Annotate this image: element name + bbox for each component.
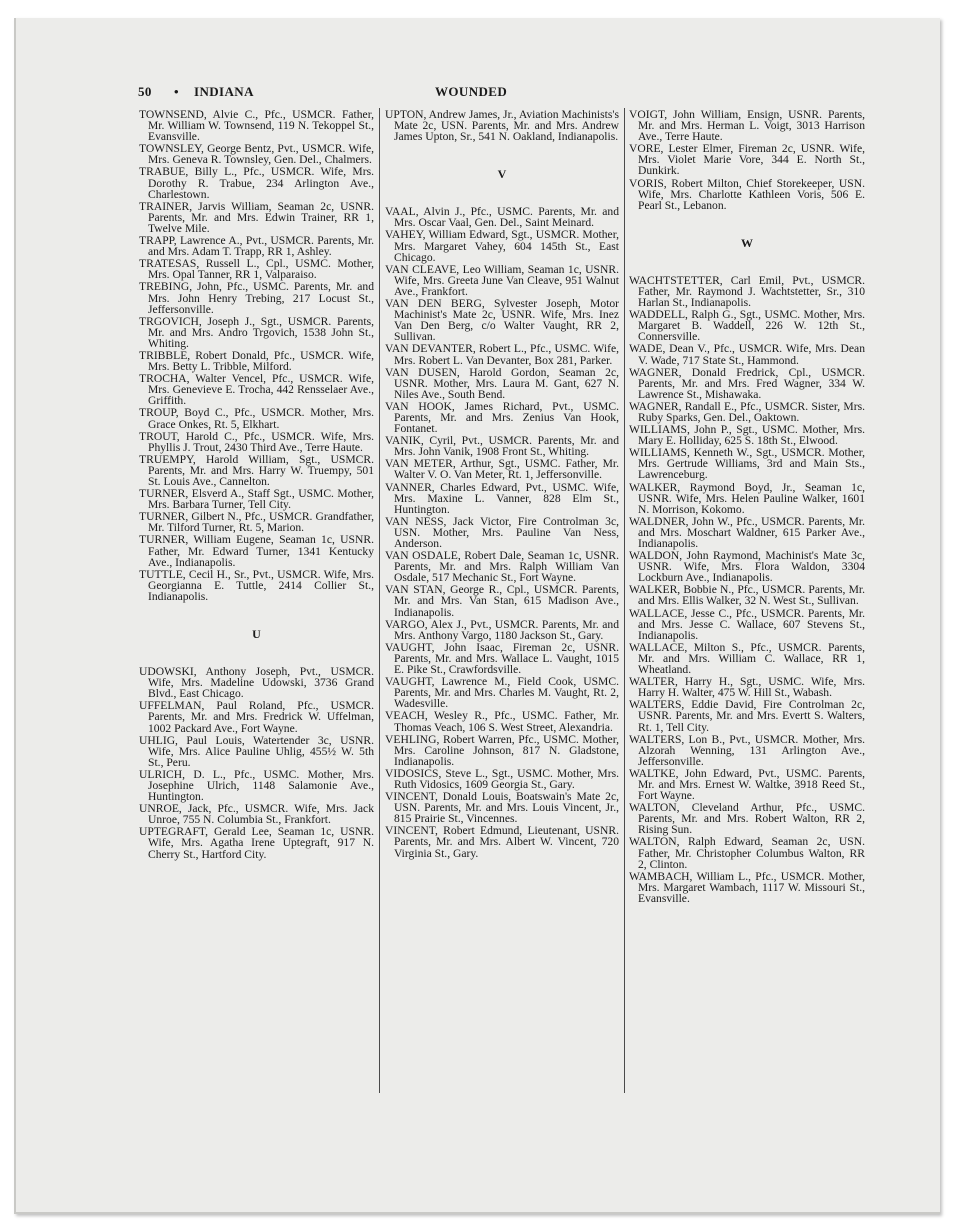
- casualty-entry: TURNER, Elsverd A., Staff Sgt., USMC. Mother, Mrs. Barbara Turner, Tell City.: [139, 487, 374, 512]
- casualty-entry: VAUGHT, Lawrence M., Field Cook, USMC. Parents, Mr. and Mrs. Charles M. Vaught, Rt. 2, Wadesville.: [385, 675, 619, 711]
- casualty-entry: VAN METER, Arthur, Sgt., USMC. Father, Mr. Walter V. O. Van Meter, Rt. 1, Jeffersonville.: [385, 457, 619, 482]
- casualty-entry: WALKER, Bobbie N., Pfc., USMCR. Parents, Mr. and Mrs. Ellis Walker, 32 N. West St., Sullivan.: [629, 583, 865, 608]
- column-rule: [624, 108, 625, 1093]
- header-bullet: •: [174, 84, 179, 99]
- casualty-entry: VORE, Lester Elmer, Fireman 2c, USNR. Wife, Mrs. Violet Marie Vore, 344 E. North St., Dunkirk.: [629, 142, 865, 178]
- casualty-entry: WACHTSTETTER, Carl Emil, Pvt., USMCR. Father, Mr. Raymond J. Wachtstetter, Sr., 310 Harlan St., Indianapolis.: [629, 273, 865, 310]
- casualty-entry: VEACH, Wesley R., Pfc., USMC. Father, Mr. Thomas Veach, 106 S. West Street, Alexandria.: [385, 709, 619, 734]
- section-title: WOUNDED: [435, 84, 508, 99]
- casualty-entry: TURNER, William Eugene, Seaman 1c, USNR. Father, Mr. Edward Turner, 1341 Kentucky Ave., Indianapolis.: [139, 533, 374, 569]
- casualty-entry: TROUT, Harold C., Pfc., USMCR. Wife, Mrs. Phyllis J. Trout, 2430 Third Ave., Terre Haute.: [139, 429, 374, 454]
- casualty-entry: WALTERS, Eddie David, Fire Controlman 2c, USNR. Parents, Mr. and Mrs. Evertt S. Walters, Rt. 1, Tell City.: [629, 698, 865, 734]
- casualty-entry: WALLACE, Milton S., Pfc., USMCR. Parents, Mr. and Mrs. William C. Wallace, RR 1, Wheatland.: [629, 640, 865, 677]
- section-letter: V: [497, 167, 507, 182]
- casualty-entry: WALTON, Cleveland Arthur, Pfc., USMC. Parents, Mr. and Mrs. Robert Walton, RR 2, Rising Sun.: [629, 801, 865, 837]
- casualty-entry: VARGO, Alex J., Pvt., USMCR. Parents, Mr. and Mrs. Anthony Vargo, 1180 Jackson St., Gary.: [385, 617, 619, 642]
- casualty-entry: WAGNER, Randall E., Pfc., USMCR. Sister, Mrs. Ruby Sparks, Gen. Del., Oaktown.: [629, 399, 865, 424]
- casualty-entry: WALTON, Ralph Edward, Seaman 2c, USN. Father, Mr. Christopher Columbus Walton, RR 2, Clinton.: [629, 835, 865, 871]
- casualty-entry: TOWNSEND, Alvie C., Pfc., USMCR. Father, Mr. William W. Townsend, 119 N. Tekoppel St., Evansville.: [139, 108, 374, 144]
- casualty-entry: WALDON, John Raymond, Machinist's Mate 3c, USNR. Wife, Mrs. Flora Waldon, 3304 Lockburn Ave., Indianapolis.: [629, 549, 865, 585]
- casualty-entry: TROUP, Boyd C., Pfc., USMCR. Mother, Mrs. Grace Onkes, Rt. 5, Elkhart.: [139, 406, 374, 431]
- page-number: 50: [138, 84, 152, 99]
- casualty-entry: TRGOVICH, Joseph J., Sgt., USMCR. Parents, Mr. and Mrs. Andro Trgovich, 1538 John St., Whiting.: [139, 314, 374, 350]
- casualty-entry: VAUGHT, John Isaac, Fireman 2c, USNR. Parents, Mr. and Mrs. Wallace L. Vaught, 1015 E. Pike St., Crawfordsville.: [385, 640, 619, 677]
- casualty-entry: VAAL, Alvin J., Pfc., USMC. Parents, Mr. and Mrs. Oscar Vaal, Gen. Del., Saint Meinard.: [385, 205, 619, 230]
- casualty-entry: TRAINER, Jarvis William, Seaman 2c, USNR. Parents, Mr. and Mrs. Edwin Trainer, RR 1, Twelve Mile.: [139, 199, 374, 235]
- casualty-entry: TRIBBLE, Robert Donald, Pfc., USMCR. Wife, Mrs. Betty L. Tribble, Milford.: [139, 348, 374, 374]
- casualty-entry: VINCENT, Robert Edmund, Lieutenant, USNR. Parents, Mr. and Mrs. Albert W. Vincent, 720 Virginia St., Gary.: [385, 824, 619, 860]
- casualty-entry: TROCHA, Walter Vencel, Pfc., USMCR. Wife, Mrs. Genevieve E. Trocha, 442 Rensselaer Ave., Griffith.: [139, 372, 374, 408]
- casualty-entry: UPTEGRAFT, Gerald Lee, Seaman 1c, USNR. Wife, Mrs. Agatha Irene Uptegraft, 917 N. Cherry St., Hartford City.: [139, 825, 374, 861]
- casualty-entry: WALLACE, Jesse C., Pfc., USMCR. Parents, Mr. and Mrs. Jesse C. Wallace, 607 Stevens St., Indianapolis.: [629, 606, 865, 642]
- casualty-entry: VORIS, Robert Milton, Chief Storekeeper, USN. Wife, Mrs. Charlotte Kathleen Voris, 506 E. Pearl St., Lebanon.: [629, 176, 865, 212]
- casualty-entry: VAN DEN BERG, Sylvester Joseph, Motor Machinist's Mate 2c, USNR. Wife, Mrs. Inez Van Den Berg, c/o Walter Vaught, RR 2, Sullivan.: [385, 297, 619, 344]
- casualty-entry: WADDELL, Ralph G., Sgt., USMC. Mother, Mrs. Margaret B. Waddell, 226 W. 12th St., Connersville.: [629, 308, 865, 344]
- casualty-entry: WAGNER, Donald Fredrick, Cpl., USMCR. Parents, Mr. and Mrs. Fred Wagner, 334 W. Lawrence St., Mishawaka.: [629, 365, 865, 401]
- casualty-entry: TRATESAS, Russell L., Cpl., USMC. Mother, Mrs. Opal Tanner, RR 1, Valparaiso.: [139, 257, 374, 282]
- casualty-entry: VIDOSICS, Steve L., Sgt., USMC. Mother, Mrs. Ruth Vidosics, 1609 Georgia St., Gary.: [385, 766, 619, 791]
- casualty-entry: WALTERS, Lon B., Pvt., USMCR. Mother, Mrs. Alzorah Wenning, 131 Arlington Ave., Jeffersonville.: [629, 732, 865, 768]
- casualty-entry: VOIGT, John William, Ensign, USNR. Parents, Mr. and Mrs. Herman L. Voigt, 3013 Harrison Ave., Terre Haute.: [629, 108, 865, 144]
- casualty-entry: TOWNSLEY, George Bentz, Pvt., USMCR. Wife, Mrs. Geneva R. Townsley, Gen. Del., Chalmers.: [139, 142, 374, 167]
- column-2: [385, 109, 619, 860]
- casualty-entry: UPTON, Andrew James, Jr., Aviation Machinists's Mate 2c, USN. Parents, Mr. and Mrs. Andrew James Upton, Sr., 541 N. Oakland, Indianapolis.: [385, 108, 619, 144]
- casualty-entry: VINCENT, Donald Louis, Boatswain's Mate 2c, USN. Parents, Mr. and Mrs. Louis Vincent, Jr., 815 Prairie St., Vincennes.: [385, 790, 619, 826]
- casualty-entry: VANIK, Cyril, Pvt., USMCR. Parents, Mr. and Mrs. John Vanik, 1908 Front St., Whiting.: [385, 434, 619, 459]
- casualty-entry: UHLIG, Paul Louis, Watertender 3c, USNR. Wife, Mrs. Alice Pauline Uhlig, 455½ W. 5th St., Peru.: [139, 733, 374, 769]
- casualty-entry: VAN OSDALE, Robert Dale, Seaman 1c, USNR. Parents, Mr. and Mrs. Ralph William Van Osdale, 517 Mechanic St., Fort Wayne.: [385, 549, 619, 585]
- casualty-entry: WALDNER, John W., Pfc., USMCR. Parents, Mr. and Mrs. Moschart Waldner, 615 Parker Ave., Indianapolis.: [629, 514, 865, 550]
- casualty-entry: VAN HOOK, James Richard, Pvt., USMC. Parents, Mr. and Mrs. Zenius Van Hook, Fontanet.: [385, 399, 619, 436]
- casualty-entry: UDOWSKI, Anthony Joseph, Pvt., USMCR. Wife, Mrs. Madeline Udowski, 3736 Grand Blvd., East Chicago.: [139, 665, 374, 701]
- column-1: [139, 109, 374, 861]
- casualty-entry: VAN STAN, George R., Cpl., USMCR. Parents, Mr. and Mrs. Van Stan, 615 Madison Ave., Indianapolis.: [385, 583, 619, 619]
- casualty-entry: TUTTLE, Cecil H., Sr., Pvt., USMCR. Wife, Mrs. Georgianna E. Tuttle, 2414 Collier St., Indianapolis.: [139, 567, 374, 603]
- casualty-entry: ULRICH, D. L., Pfc., USMC. Mother, Mrs. Josephine Ulrich, 1148 Salamonie Ave., Huntington.: [139, 767, 374, 804]
- casualty-entry: WAMBACH, William L., Pfc., USMCR. Mother, Mrs. Margaret Wambach, 1117 W. Missouri St., Evansville.: [629, 869, 865, 905]
- casualty-entry: VAN CLEAVE, Leo William, Seaman 1c, USNR. Wife, Mrs. Greeta June Van Cleave, 951 Walnut Ave., Frankfort.: [385, 262, 619, 298]
- casualty-entry: WADE, Dean V., Pfc., USMCR. Wife, Mrs. Dean V. Wade, 717 State St., Hammond.: [629, 342, 865, 367]
- column-3: [629, 109, 865, 905]
- casualty-entry: VAHEY, William Edward, Sgt., USMCR. Mother, Mrs. Margaret Vahey, 604 145th St., East Chicago.: [385, 228, 619, 264]
- casualty-entry: VAN NESS, Jack Victor, Fire Controlman 3c, USN. Mother, Mrs. Pauline Van Ness, Anderson.: [385, 514, 619, 550]
- casualty-entry: VEHLING, Robert Warren, Pfc., USMC. Mother, Mrs. Caroline Johnson, 817 N. Gladstone, Indianapolis.: [385, 732, 619, 768]
- state-title: INDIANA: [194, 84, 254, 99]
- casualty-entry: WALKER, Raymond Boyd, Jr., Seaman 1c, USNR. Wife, Mrs. Helen Pauline Walker, 1601 N. Morrison, Kokomo.: [629, 480, 865, 516]
- casualty-entry: TRABUE, Billy L., Pfc., USMCR. Wife, Mrs. Dorothy R. Trabue, 234 Arlington Ave., Charlestown.: [139, 165, 374, 201]
- casualty-entry: TURNER, Gilbert N., Pfc., USMCR. Grandfather, Mr. Tilford Turner, Rt. 5, Marion.: [139, 510, 374, 535]
- section-letter: W: [741, 235, 753, 250]
- casualty-entry: TREBING, John, Pfc., USMC. Parents, Mr. and Mrs. John Henry Trebing, 217 Locust St., Jeffersonville.: [139, 280, 374, 316]
- casualty-entry: VANNER, Charles Edward, Pvt., USMC. Wife, Mrs. Maxine L. Vanner, 828 Elm St., Huntington.: [385, 480, 619, 516]
- casualty-entry: WALTKE, John Edward, Pvt., USMC. Parents, Mr. and Mrs. Ernest W. Waltke, 3918 Reed St., Fort Wayne.: [629, 766, 865, 803]
- page-header: [138, 84, 864, 102]
- casualty-entry: TRAPP, Lawrence A., Pvt., USMCR. Parents, Mr. and Mrs. Adam T. Trapp, RR 1, Ashley.: [139, 234, 374, 259]
- casualty-entry: UNROE, Jack, Pfc., USMCR. Wife, Mrs. Jack Unroe, 755 N. Columbia St., Frankfort.: [139, 802, 374, 827]
- casualty-entry: UFFELMAN, Paul Roland, Pfc., USMCR. Parents, Mr. and Mrs. Fredrick W. Uffelman, 1002 Packard Ave., Fort Wayne.: [139, 699, 374, 735]
- casualty-entry: VAN DEVANTER, Robert L., Pfc., USMC. Wife, Mrs. Robert L. Van Devanter, Box 281, Parker.: [385, 342, 619, 367]
- column-rule: [379, 108, 380, 1093]
- casualty-entry: WILLIAMS, Kenneth W., Sgt., USMCR. Mother, Mrs. Gertrude Williams, 3rd and Main Sts., Lawrenceburg.: [629, 446, 865, 482]
- casualty-entry: TRUEMPY, Harold William, Sgt., USMCR. Parents, Mr. and Mrs. Harry W. Truempy, 501 St. Louis Ave., Cannelton.: [139, 452, 374, 488]
- section-letter: U: [252, 627, 261, 642]
- casualty-entry: WILLIAMS, John P., Sgt., USMC. Mother, Mrs. Mary E. Holliday, 625 S. 18th St., Elwood.: [629, 423, 865, 448]
- casualty-entry: WALTER, Harry H., Sgt., USMC. Wife, Mrs. Harry H. Walter, 475 W. Hill St., Wabash.: [629, 675, 865, 700]
- casualty-entry: VAN DUSEN, Harold Gordon, Seaman 2c, USNR. Mother, Mrs. Laura M. Gant, 627 N. Niles Ave., South Bend.: [385, 365, 619, 401]
